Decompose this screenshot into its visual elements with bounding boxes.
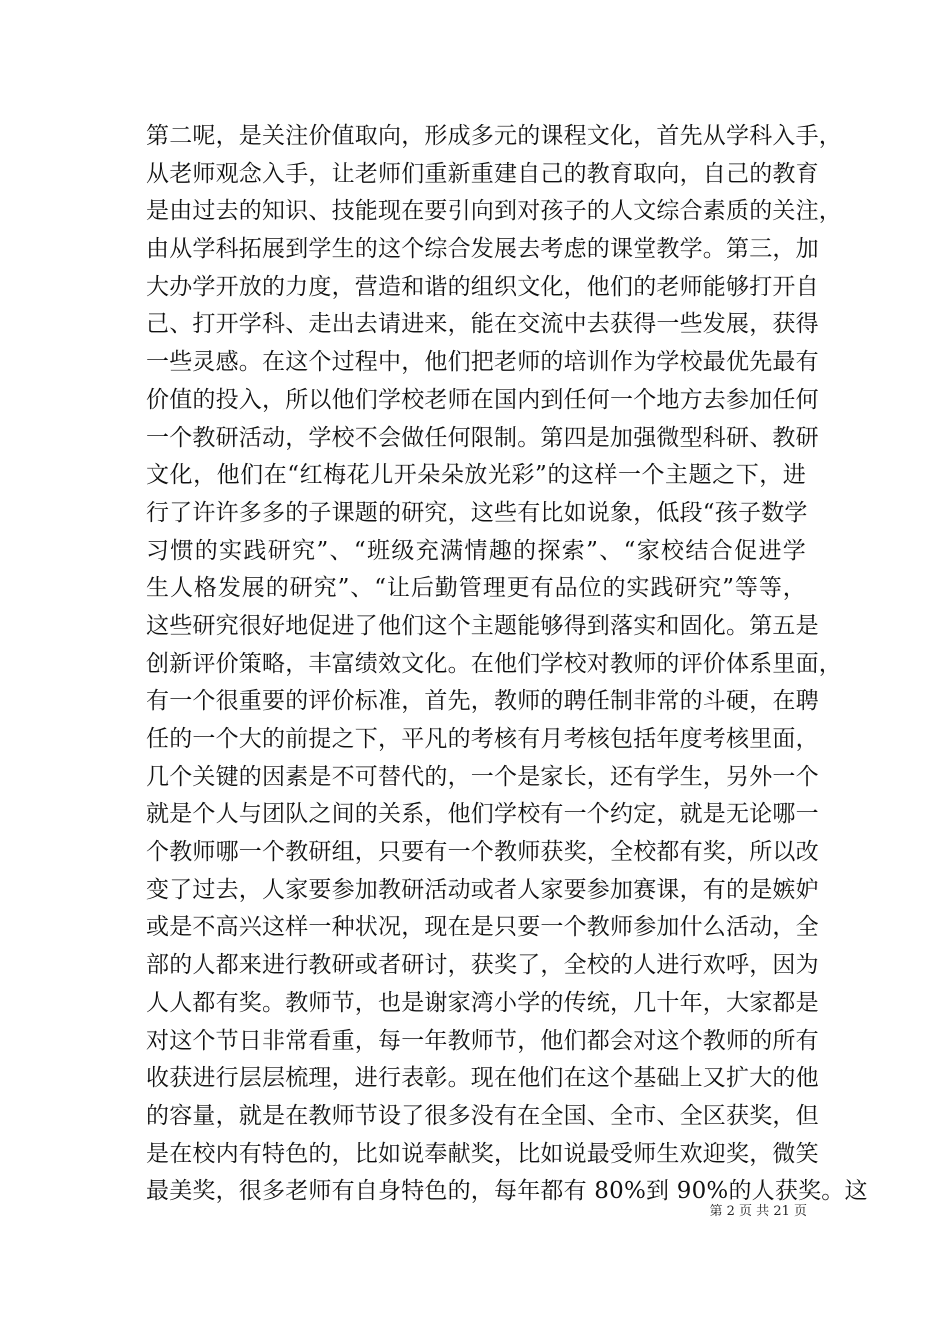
text-line: 生人格发展的研究”、“让后勤管理更有品位的实践研究”等等， — [146, 575, 806, 602]
text-line: 从老师观念入手，让老师们重新重建自己的教育取向，自己的教育 — [146, 160, 819, 187]
text-line: 行了许许多多的子课题的研究，这些有比如说象，低段“孩子数学 — [146, 499, 808, 526]
text-line: 或是不高兴这样一种状况，现在是只要一个教师参加什么活动，全 — [146, 914, 819, 941]
text-line: 一个教研活动，学校不会做任何限制。第四是加强微型科研、教研 — [146, 424, 819, 451]
text-line: 文化，他们在“红梅花儿开朵朵放光彩”的这样一个主题之下，进 — [146, 462, 806, 489]
text-line: 创新评价策略，丰富绩效文化。在他们学校对教师的评价体系里面， — [146, 650, 842, 677]
text-line: 由从学科拓展到学生的这个综合发展去考虑的课堂教学。第三，加 — [146, 236, 819, 263]
text-line: 大办学开放的力度，营造和谐的组织文化，他们的老师能够打开自 — [146, 273, 819, 300]
text-line: 是由过去的知识、技能现在要引向到对孩子的人文综合素质的关注， — [146, 198, 842, 225]
text-line: 这些研究很好地促进了他们这个主题能够得到落实和固化。第五是 — [146, 612, 819, 639]
text-line: 一些灵感。在这个过程中，他们把老师的培训作为学校最优先最有 — [146, 349, 819, 376]
text-line: 几个关键的因素是不可替代的，一个是家长，还有学生，另外一个 — [146, 763, 819, 790]
text-line: 己、打开学科、走出去请进来，能在交流中去获得一些发展，获得 — [146, 311, 819, 338]
text-line: 部的人都来进行教研或者研讨，获奖了，全校的人进行欢呼，因为 — [146, 952, 819, 979]
text-line: 人人都有奖。教师节，也是谢家湾小学的传统，几十年，大家都是 — [146, 989, 819, 1016]
text-line: 习惯的实践研究”、“班级充满情趣的探索”、“家校结合促进学 — [146, 537, 806, 564]
page-number-footer — [710, 1203, 807, 1221]
text-line: 个教师哪一个教研组，只要有一个教师获奖，全校都有奖，所以改 — [146, 839, 819, 866]
text-line: 最美奖，很多老师有自身特色的，每年都有 80%到 90%的人获奖。这 — [146, 1178, 868, 1205]
body-paragraph — [146, 118, 868, 1211]
text-line: 有一个很重要的评价标准，首先，教师的聘任制非常的斗硬，在聘 — [146, 688, 819, 715]
text-line: 变了过去，人家要参加教研活动或者人家要参加赛课，有的是嫉妒 — [146, 876, 819, 903]
text-line: 是在校内有特色的，比如说奉献奖，比如说最受师生欢迎奖，微笑 — [146, 1140, 819, 1167]
text-line: 第二呢，是关注价值取向，形成多元的课程文化，首先从学科入手， — [146, 123, 842, 149]
text-line: 对这个节日非常看重，每一年教师节，他们都会对这个教师的所有 — [146, 1027, 819, 1054]
text-line: 收获进行层层梳理，进行表彰。现在他们在这个基础上又扩大的他 — [146, 1065, 819, 1092]
text-line: 任的一个大的前提之下，平凡的考核有月考核包括年度考核里面， — [146, 726, 819, 752]
text-line: 就是个人与团队之间的关系，他们学校有一个约定，就是无论哪一 — [146, 801, 819, 828]
text-line: 的容量，就是在教师节设了很多没有在全国、全市、全区获奖，但 — [146, 1102, 819, 1129]
text-line: 价值的投入，所以他们学校老师在国内到任何一个地方去参加任何 — [146, 386, 819, 413]
page-number-label: 第 2 页 共 21 页 — [709, 1204, 807, 1219]
